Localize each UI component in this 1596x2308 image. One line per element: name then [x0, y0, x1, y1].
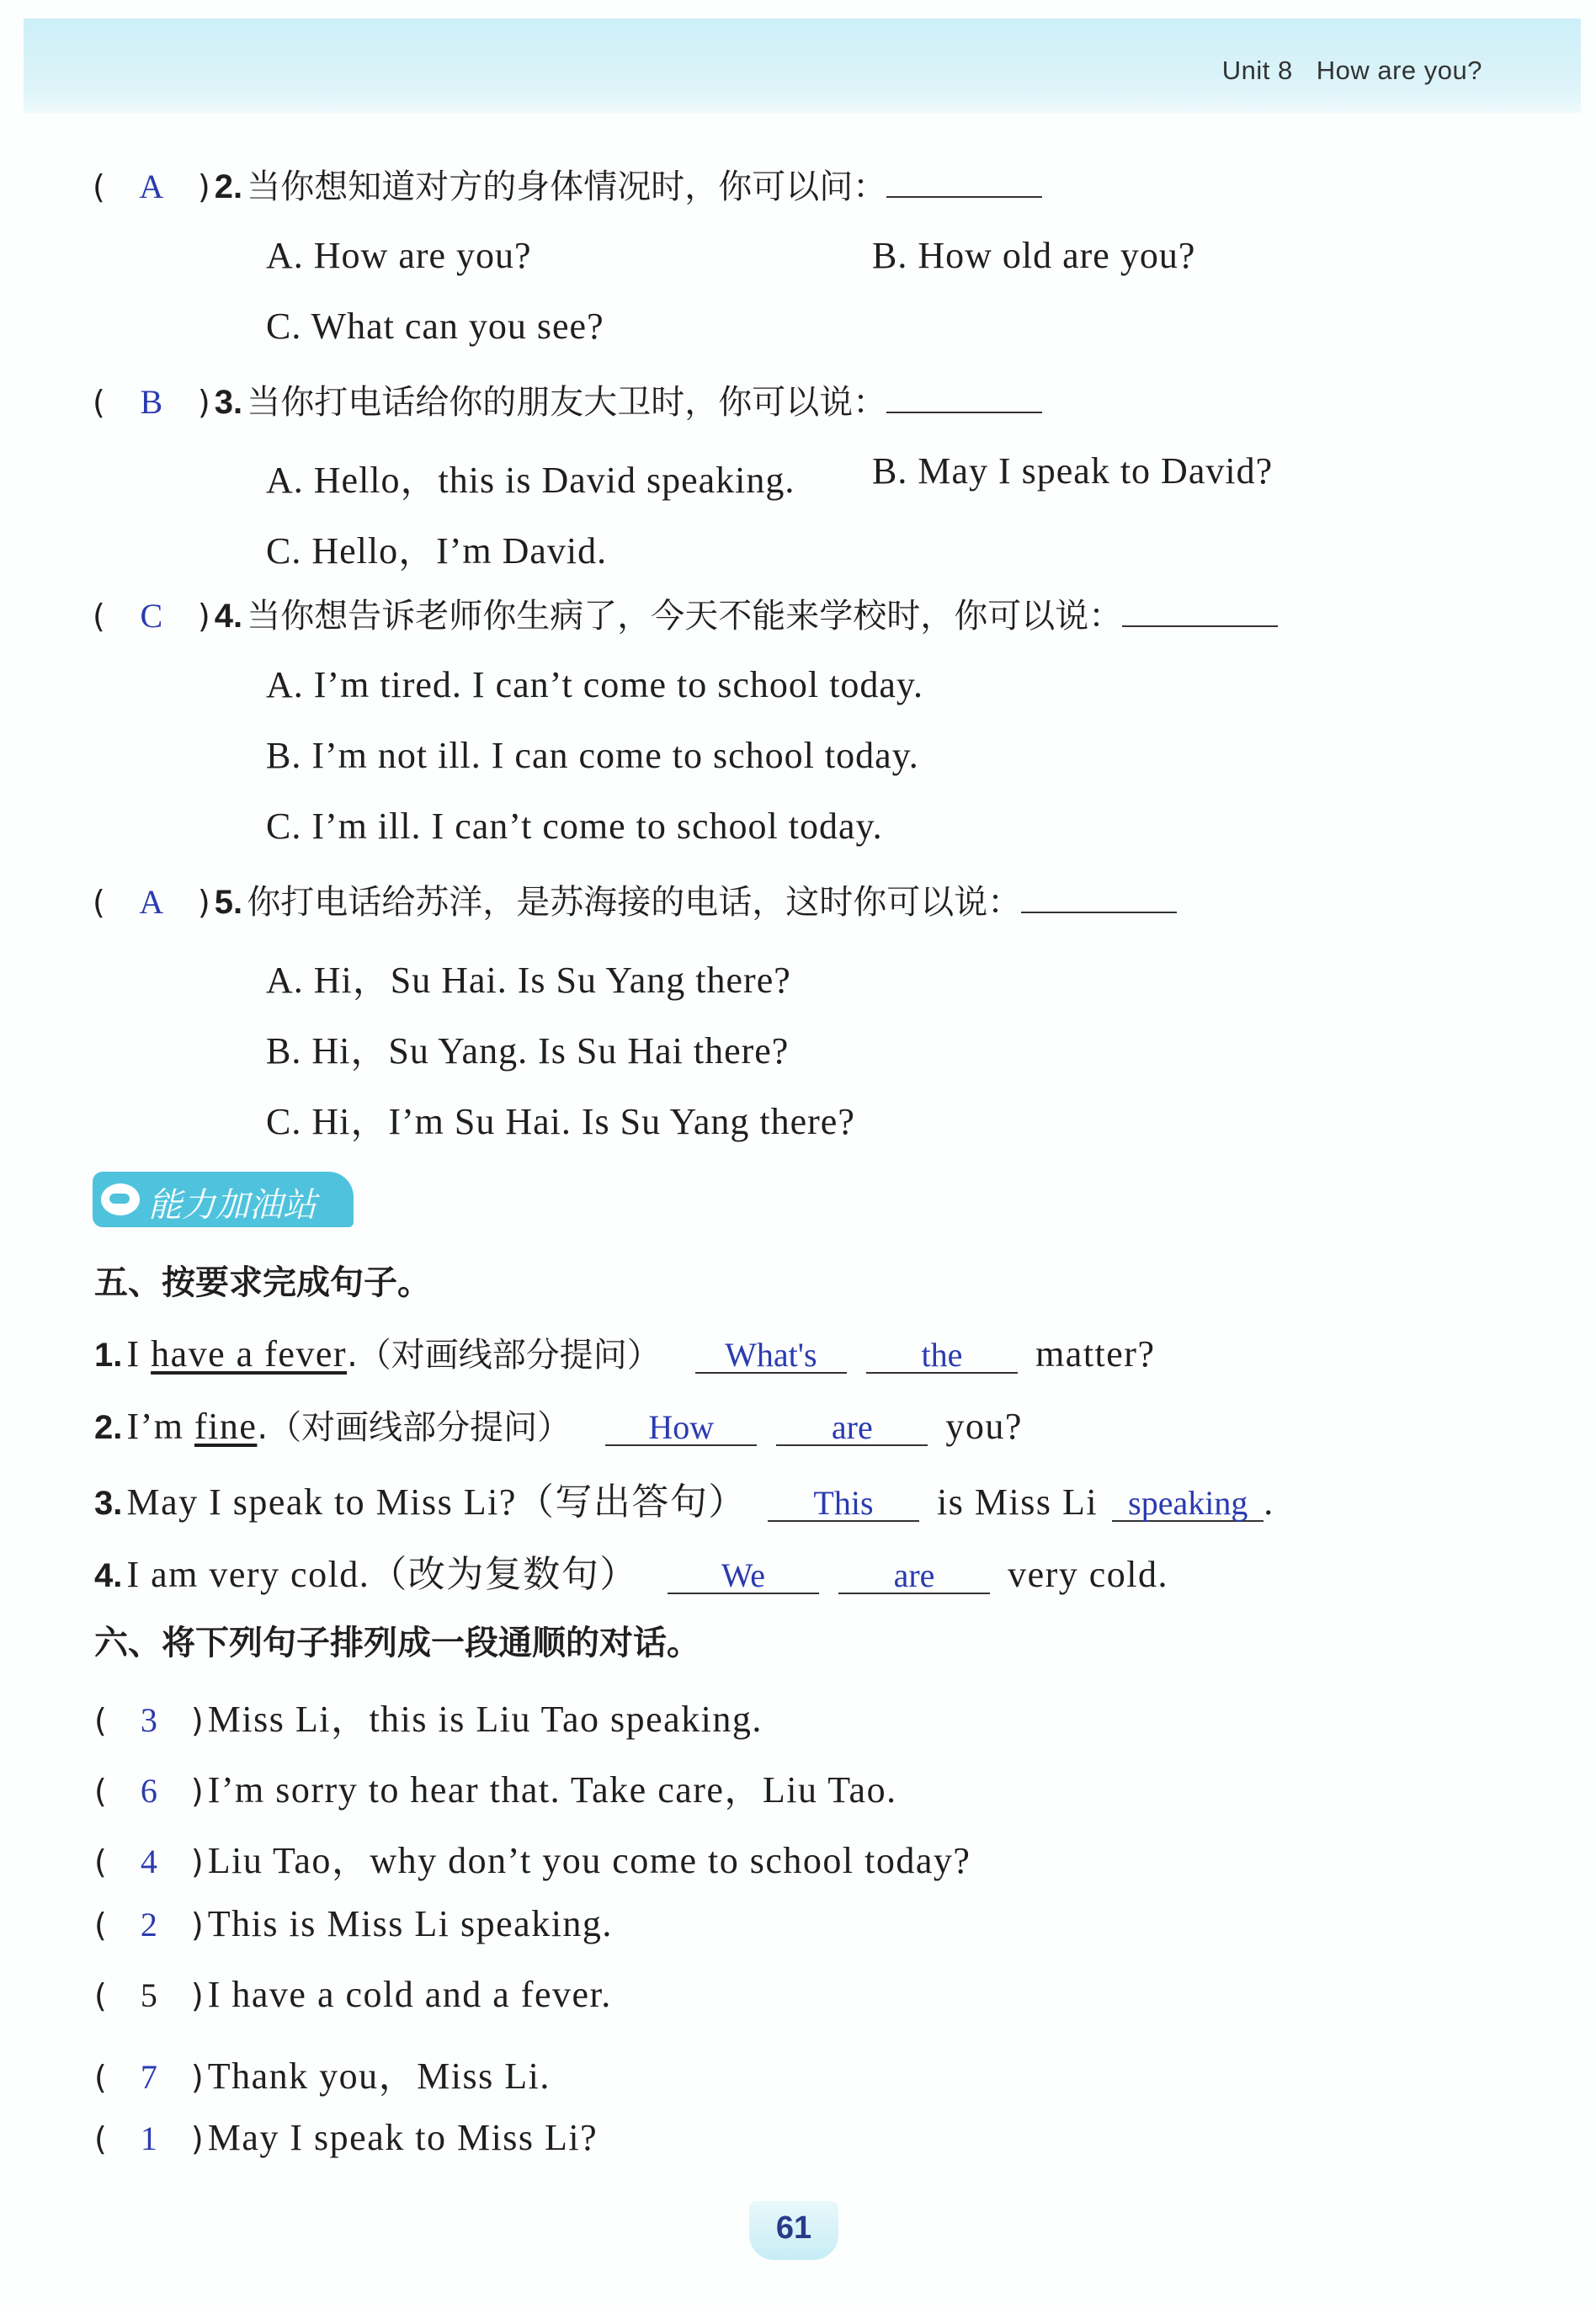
- section-6-heading: 六、将下列句子排列成一段通顺的对话。: [94, 1624, 700, 1662]
- mc-question-3: ( B ) 3. 当你打电话给你的朋友大卫时，你可以说：: [93, 375, 1042, 423]
- sentence-start: I: [126, 1333, 152, 1375]
- option-a: A. I’m tired. I can’t come to school today.: [266, 664, 924, 705]
- question-number: 3.: [214, 384, 243, 421]
- header-title: [1222, 56, 1482, 86]
- unit-label: Unit 8: [1221, 56, 1293, 85]
- question-number: 5.: [214, 884, 243, 921]
- order-answer: 7: [140, 2058, 157, 2096]
- option-a: A. How are you?: [266, 235, 532, 276]
- exercise-5-2: [94, 1401, 1023, 1449]
- answer-fill: How: [605, 1411, 757, 1446]
- dialogue-line: ( 5 ) I have a cold and a fever.: [94, 1974, 612, 2015]
- page-number-text: 61: [775, 2210, 812, 2246]
- answer-fill: speaking: [1112, 1486, 1264, 1522]
- dialogue-line: ( 7 ) Thank you，Miss Li.: [94, 2055, 551, 2097]
- answer-fill: We: [668, 1559, 819, 1594]
- order-answer: 2: [140, 1906, 157, 1944]
- item-number: 2.: [94, 1409, 123, 1446]
- order-answer: 3: [140, 1701, 157, 1739]
- instruction: .（对画线部分提问）: [257, 1408, 572, 1447]
- sentence-end: very cold.: [1008, 1554, 1169, 1595]
- sentence-end: you?: [945, 1406, 1023, 1447]
- dialogue-text: I have a cold and a fever.: [207, 1974, 612, 2015]
- dialogue-line: ( 6 ) I’m sorry to hear that. Take care，Liu Tao.: [94, 1769, 897, 1811]
- dialogue-text: Liu Tao，why don’t you come to school today?: [207, 1840, 971, 1881]
- dialogue-text: Thank you，Miss Li.: [207, 2055, 551, 2097]
- unit-title: How are you?: [1316, 56, 1482, 85]
- mc-answer: B: [140, 383, 163, 421]
- sentence-middle: is Miss Li: [937, 1481, 1099, 1523]
- mc-answer: A: [139, 883, 164, 921]
- question-text: 当你想知道对方的身体情况时，你可以问：: [247, 168, 887, 206]
- mc-answer: C: [140, 597, 163, 635]
- badge-text: 能力加油站: [148, 1186, 317, 1225]
- question-text: 当你想告诉老师你生病了，今天不能来学校时，你可以说：: [247, 597, 1123, 635]
- mc-question-5: ( A ) 5. 你打电话给苏洋，是苏海接的电话，这时你可以说：: [93, 875, 1177, 923]
- section-badge: [93, 1172, 354, 1227]
- sentence-end: .: [1264, 1481, 1274, 1523]
- order-answer: 1: [140, 2119, 157, 2157]
- question-text: 你打电话给苏洋，是苏海接的电话，这时你可以说：: [247, 883, 1022, 922]
- option-c: C. Hi，I’m Su Hai. Is Su Yang there?: [266, 1101, 855, 1142]
- answer-blank: [1021, 912, 1177, 913]
- dialogue-line: ( 1 ) May I speak to Miss Li?: [94, 2117, 598, 2158]
- option-a: A. Hello，this is David speaking.: [266, 460, 795, 501]
- dialogue-line: ( 2 ) This is Miss Li speaking.: [94, 1903, 613, 1944]
- page-number: [749, 2201, 838, 2260]
- badge-icon: [101, 1183, 140, 1215]
- answer-fill: are: [838, 1559, 990, 1594]
- mc-question-4: ( C ) 4. 当你想告诉老师你生病了，今天不能来学校时，你可以说：: [93, 589, 1278, 637]
- answer-fill: What's: [695, 1338, 847, 1374]
- instruction: .（对画线部分提问）: [347, 1336, 661, 1375]
- item-number: 3.: [94, 1485, 123, 1522]
- sentence-start: I am very cold.（改为复数句）: [126, 1554, 638, 1595]
- option-a: A. Hi，Su Hai. Is Su Yang there?: [266, 960, 791, 1001]
- answer-blank: [1122, 625, 1278, 627]
- answer-fill: are: [776, 1411, 928, 1446]
- order-answer: 6: [140, 1772, 157, 1810]
- order-answer: 5: [140, 1976, 157, 2014]
- question-text: 当你打电话给你的朋友大卫时，你可以说：: [247, 383, 887, 422]
- question-number: 4.: [214, 598, 243, 635]
- mc-answer: A: [139, 168, 164, 205]
- option-b: B. May I speak to David?: [872, 450, 1274, 492]
- underlined-part: have a fever: [151, 1333, 348, 1375]
- dialogue-line: ( 3 ) Miss Li，this is Liu Tao speaking.: [94, 1699, 763, 1740]
- dialogue-line: ( 4 ) Liu Tao，why don’t you come to school today?: [94, 1840, 971, 1881]
- exercise-5-3: [94, 1471, 1274, 1525]
- item-number: 4.: [94, 1557, 123, 1594]
- section-5-heading: 五、按要求完成句子。: [94, 1263, 431, 1302]
- option-c: C. I’m ill. I can’t come to school today.: [266, 806, 883, 847]
- sentence-start: I’m: [126, 1406, 194, 1447]
- option-b: B. How old are you?: [872, 235, 1196, 276]
- dialogue-text: Miss Li，this is Liu Tao speaking.: [207, 1699, 763, 1740]
- underlined-part: fine: [194, 1406, 258, 1447]
- option-b: B. I’m not ill. I can come to school today.: [266, 735, 919, 776]
- answer-fill: the: [866, 1338, 1018, 1374]
- exercise-5-1: [94, 1328, 1155, 1376]
- sentence-end: matter?: [1035, 1333, 1156, 1375]
- dialogue-text: I’m sorry to hear that. Take care，Liu Tao.: [207, 1769, 897, 1811]
- mc-question-2: ( A ) 2. 当你想知道对方的身体情况时，你可以问：: [93, 160, 1042, 208]
- option-c: C. What can you see?: [266, 306, 604, 347]
- question-number: 2.: [214, 168, 243, 205]
- option-c: C. Hello，I’m David.: [266, 530, 608, 572]
- dialogue-text: May I speak to Miss Li?: [207, 2117, 598, 2158]
- answer-fill: This: [768, 1486, 919, 1522]
- order-answer: 4: [140, 1843, 157, 1880]
- answer-blank: [886, 412, 1042, 413]
- sentence-start: May I speak to Miss Li?（写出答句）: [126, 1481, 747, 1523]
- answer-blank: [886, 196, 1042, 198]
- option-b: B. Hi，Su Yang. Is Su Hai there?: [266, 1030, 790, 1072]
- dialogue-text: This is Miss Li speaking.: [207, 1903, 613, 1944]
- item-number: 1.: [94, 1337, 123, 1374]
- exercise-5-4: [94, 1544, 1168, 1598]
